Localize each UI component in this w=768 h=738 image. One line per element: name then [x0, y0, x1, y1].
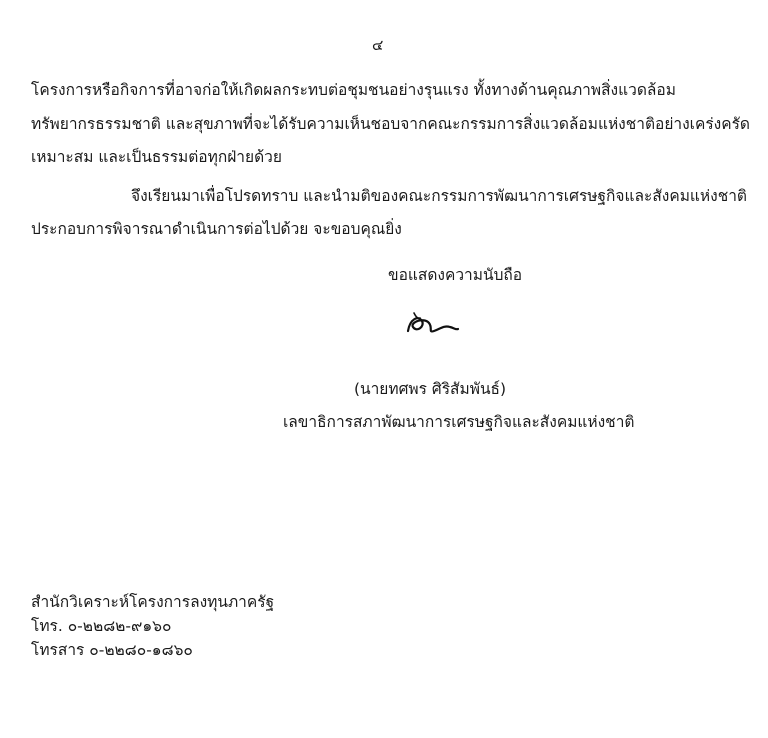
footer-phone: โทร. ๐-๒๒๘๒-๙๑๖๐ [31, 617, 172, 635]
footer-office: สำนักวิเคราะห์โครงการลงทุนภาครัฐ [31, 593, 275, 611]
paragraph1-line1: โครงการหรือกิจการที่อาจก่อให้เกิดผลกระทบต่อชุมชนอย่างรุนแรง ทั้งทางด้านคุณภาพสิ่งแวดล้อม [31, 81, 676, 99]
paragraph2-line1: จึงเรียนมาเพื่อโปรดทราบ และนำมติของคณะกรรมการพัฒนาการเศรษฐกิจและสังคมแห่งชาติ [131, 187, 747, 205]
signatory-title: เลขาธิการสภาพัฒนาการเศรษฐกิจและสังคมแห่งชาติ [283, 413, 635, 431]
page-number: ๔ [372, 36, 384, 54]
closing-text: ขอแสดงความนับถือ [388, 266, 523, 284]
paragraph1-line2: ทรัพยากรธรรมชาติ และสุขภาพที่จะได้รับความเห็นชอบจากคณะกรรมการสิ่งแวดล้อมแห่งชาติอย่างเคร่งครัด [31, 115, 751, 133]
signatory-name: (นายทศพร ศิริสัมพันธ์) [353, 380, 507, 398]
footer-fax: โทรสาร ๐-๒๒๘๐-๑๘๖๐ [31, 641, 193, 659]
paragraph1-line3: เหมาะสม และเป็นธรรมต่อทุกฝ่ายด้วย [31, 148, 282, 166]
paragraph2-line2: ประกอบการพิจารณาดำเนินการต่อไปด้วย จะขอบคุณยิ่ง [31, 220, 402, 238]
signature-image [400, 305, 460, 341]
